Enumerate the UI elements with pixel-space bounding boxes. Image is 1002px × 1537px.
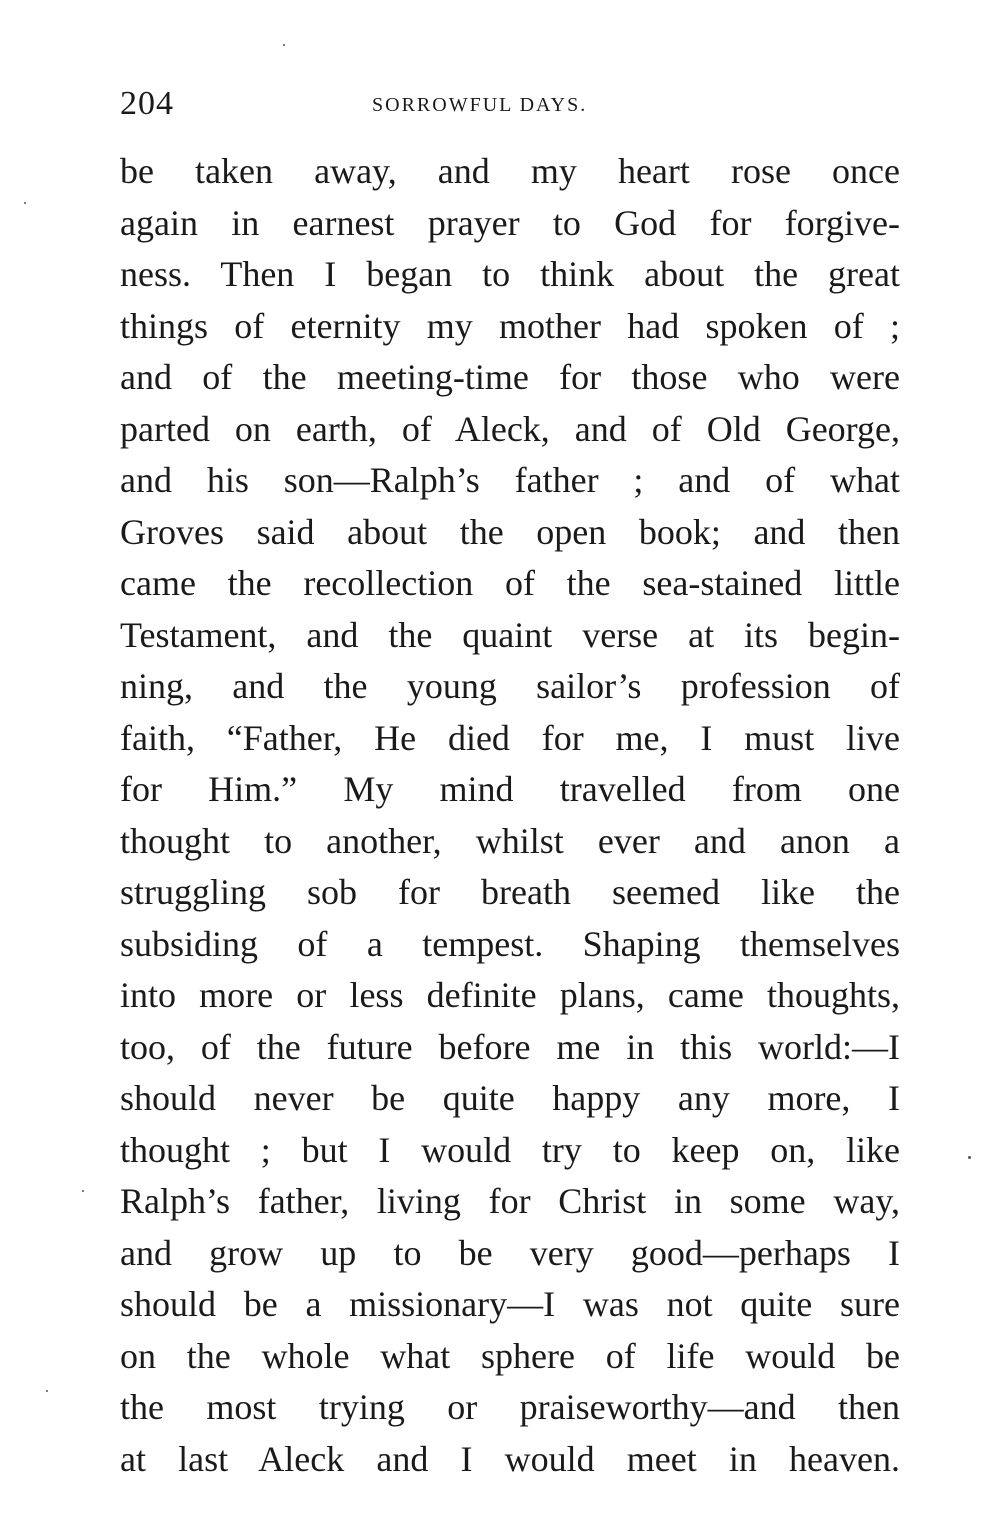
text-line: on the whole what sphere of life would be bbox=[120, 1335, 900, 1376]
text-line: and his son—Ralph’s father ; and of what bbox=[120, 460, 900, 500]
text-line: parted on earth, of Aleck, and of Old George, bbox=[120, 408, 900, 449]
scan-speck bbox=[968, 1156, 971, 1159]
text-line: Testament, and the quaint verse at its begin- bbox=[120, 614, 900, 655]
text-line: faith, “Father, He died for me, I must live bbox=[120, 717, 900, 758]
text-line: thought to another, whilst ever and anon a bbox=[120, 820, 900, 861]
text-line: should be a missionary—I was not quite sure bbox=[120, 1284, 900, 1324]
text-line: and of the meeting-time for those who were bbox=[120, 357, 900, 397]
text-line: again in earnest prayer to God for forgive- bbox=[120, 202, 900, 243]
text-line: struggling sob for breath seemed like the bbox=[120, 872, 900, 912]
text-line: things of eternity my mother had spoken of ; bbox=[120, 305, 900, 346]
text-line: for Him.” My mind travelled from one bbox=[120, 769, 900, 809]
text-line: the most trying or praiseworthy—and then bbox=[120, 1387, 900, 1427]
page-number: 204 bbox=[120, 85, 174, 122]
text-line: came the recollection of the sea-stained little bbox=[120, 563, 900, 603]
text-line: subsiding of a tempest. Shaping themselves bbox=[120, 923, 900, 964]
text-line: and grow up to be very good—perhaps I bbox=[120, 1232, 900, 1273]
text-line: at last Aleck and I would meet in heaven. bbox=[120, 1438, 900, 1479]
text-line: be taken away, and my heart rose once bbox=[120, 151, 900, 191]
text-line: Groves said about the open book; and then bbox=[120, 511, 900, 552]
scan-speck bbox=[24, 202, 26, 204]
body-text bbox=[120, 146, 900, 1485]
scan-speck bbox=[283, 44, 285, 46]
text-line: should never be quite happy any more, I bbox=[120, 1078, 900, 1118]
text-line: Ralph’s father, living for Christ in some way, bbox=[120, 1181, 900, 1221]
scan-speck bbox=[82, 1190, 84, 1192]
text-line: ness. Then I began to think about the great bbox=[120, 254, 900, 294]
text-line: ning, and the young sailor’s profession of bbox=[120, 666, 900, 706]
text-line: too, of the future before me in this world:—I bbox=[120, 1026, 900, 1067]
running-head: SORROWFUL DAYS. bbox=[372, 94, 588, 116]
scan-speck bbox=[46, 1390, 48, 1392]
text-line: into more or less definite plans, came thoughts, bbox=[120, 975, 900, 1015]
page-header bbox=[120, 84, 900, 124]
text-line: thought ; but I would try to keep on, like bbox=[120, 1129, 900, 1170]
